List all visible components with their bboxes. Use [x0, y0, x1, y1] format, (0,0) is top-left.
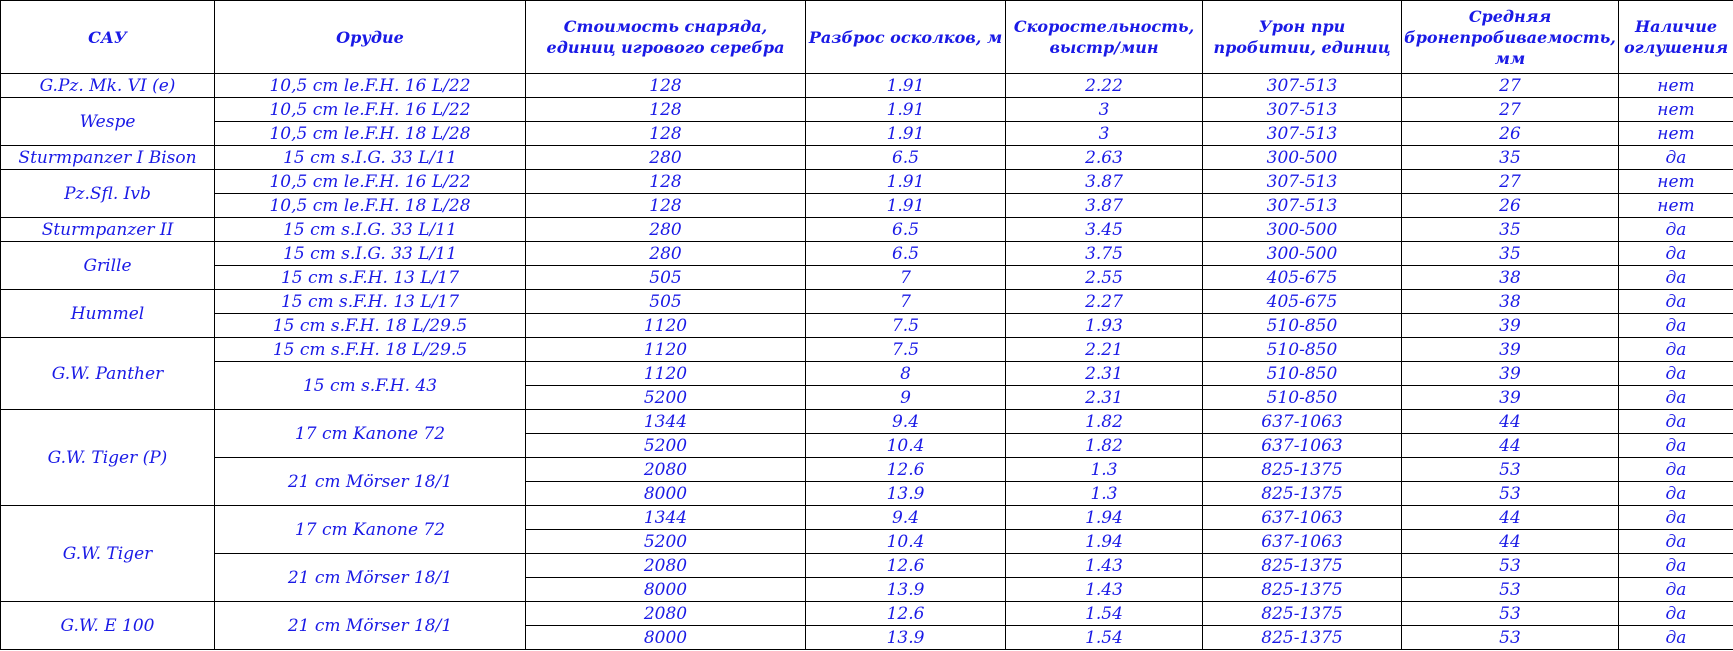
gun-name-cell: 15 cm s.I.G. 33 L/11 [215, 218, 526, 242]
stun-cell: да [1619, 578, 1733, 602]
table-header [1, 1, 1733, 74]
rate-of-fire-cell: 2.55 [1006, 266, 1203, 290]
penetration-cell: 38 [1402, 266, 1619, 290]
gun-name-cell: 15 cm s.F.H. 43 [215, 362, 526, 410]
gun-name-cell: 21 cm Mörser 18/1 [215, 554, 526, 602]
shell-cost-cell: 2080 [526, 458, 806, 482]
stun-cell: да [1619, 434, 1733, 458]
gun-name-cell: 15 cm s.F.H. 18 L/29.5 [215, 314, 526, 338]
stun-cell: да [1619, 338, 1733, 362]
header-splash-radius: Разброс осколков, м [806, 1, 1006, 74]
damage-cell: 307-513 [1203, 122, 1402, 146]
damage-cell: 637-1063 [1203, 506, 1402, 530]
stun-cell: да [1619, 290, 1733, 314]
damage-cell: 307-513 [1203, 170, 1402, 194]
shell-cost-cell: 1120 [526, 338, 806, 362]
penetration-cell: 53 [1402, 602, 1619, 626]
splash-radius-cell: 6.5 [806, 242, 1006, 266]
table-row [1, 242, 1733, 266]
table-row [1, 410, 1733, 434]
splash-radius-cell: 13.9 [806, 578, 1006, 602]
splash-radius-cell: 6.5 [806, 218, 1006, 242]
stun-cell: да [1619, 506, 1733, 530]
damage-cell: 300-500 [1203, 218, 1402, 242]
damage-cell: 300-500 [1203, 146, 1402, 170]
shell-cost-cell: 128 [526, 122, 806, 146]
splash-radius-cell: 1.91 [806, 74, 1006, 98]
table-row [1, 458, 1733, 482]
splash-radius-cell: 10.4 [806, 434, 1006, 458]
stun-cell: да [1619, 362, 1733, 386]
damage-cell: 510-850 [1203, 314, 1402, 338]
shell-cost-cell: 128 [526, 74, 806, 98]
penetration-cell: 35 [1402, 146, 1619, 170]
header-shell-cost: Стоимость снаряда, единиц игрового серебра [526, 1, 806, 74]
table-row [1, 194, 1733, 218]
stun-cell: да [1619, 482, 1733, 506]
stun-cell: да [1619, 266, 1733, 290]
gun-name-cell: 17 cm Kanone 72 [215, 506, 526, 554]
splash-radius-cell: 7.5 [806, 314, 1006, 338]
penetration-cell: 26 [1402, 122, 1619, 146]
shell-cost-cell: 8000 [526, 626, 806, 650]
header-damage: Урон при пробитии, единиц [1203, 1, 1402, 74]
penetration-cell: 27 [1402, 74, 1619, 98]
stun-cell: нет [1619, 194, 1733, 218]
stun-cell: нет [1619, 98, 1733, 122]
shell-cost-cell: 280 [526, 218, 806, 242]
rate-of-fire-cell: 2.21 [1006, 338, 1203, 362]
shell-cost-cell: 280 [526, 146, 806, 170]
stun-cell: да [1619, 626, 1733, 650]
rate-of-fire-cell: 1.54 [1006, 626, 1203, 650]
rate-of-fire-cell: 1.82 [1006, 410, 1203, 434]
table-row [1, 122, 1733, 146]
stun-cell: да [1619, 410, 1733, 434]
vehicle-name-cell: Sturmpanzer II [1, 218, 215, 242]
rate-of-fire-cell: 3.87 [1006, 194, 1203, 218]
rate-of-fire-cell: 3.87 [1006, 170, 1203, 194]
stun-cell: да [1619, 386, 1733, 410]
vehicle-name-cell: Sturmpanzer I Bison [1, 146, 215, 170]
vehicle-name-cell: Hummel [1, 290, 215, 338]
gun-name-cell: 17 cm Kanone 72 [215, 410, 526, 458]
splash-radius-cell: 9 [806, 386, 1006, 410]
damage-cell: 307-513 [1203, 98, 1402, 122]
gun-name-cell: 21 cm Mörser 18/1 [215, 602, 526, 650]
rate-of-fire-cell: 3.75 [1006, 242, 1203, 266]
stun-cell: да [1619, 218, 1733, 242]
header-row [1, 1, 1733, 74]
shell-cost-cell: 5200 [526, 530, 806, 554]
penetration-cell: 38 [1402, 290, 1619, 314]
rate-of-fire-cell: 1.82 [1006, 434, 1203, 458]
penetration-cell: 39 [1402, 386, 1619, 410]
penetration-cell: 27 [1402, 170, 1619, 194]
table-row [1, 314, 1733, 338]
damage-cell: 307-513 [1203, 194, 1402, 218]
vehicle-name-cell: Wespe [1, 98, 215, 146]
header-spg: САУ [1, 1, 215, 74]
header-gun: Орудие [215, 1, 526, 74]
shell-cost-cell: 2080 [526, 602, 806, 626]
rate-of-fire-cell: 1.94 [1006, 506, 1203, 530]
stun-cell: нет [1619, 170, 1733, 194]
penetration-cell: 35 [1402, 218, 1619, 242]
header-stun: Наличие оглушения [1619, 1, 1733, 74]
stun-cell: нет [1619, 74, 1733, 98]
gun-name-cell: 15 cm s.F.H. 13 L/17 [215, 266, 526, 290]
splash-radius-cell: 1.91 [806, 122, 1006, 146]
shell-cost-cell: 1344 [526, 506, 806, 530]
table-row [1, 554, 1733, 578]
penetration-cell: 26 [1402, 194, 1619, 218]
vehicle-name-cell: Pz.Sfl. Ivb [1, 170, 215, 218]
damage-cell: 307-513 [1203, 74, 1402, 98]
stun-cell: да [1619, 458, 1733, 482]
penetration-cell: 39 [1402, 362, 1619, 386]
shell-cost-cell: 128 [526, 194, 806, 218]
table-row [1, 146, 1733, 170]
shell-cost-cell: 280 [526, 242, 806, 266]
table-row [1, 602, 1733, 626]
rate-of-fire-cell: 1.94 [1006, 530, 1203, 554]
shell-cost-cell: 8000 [526, 482, 806, 506]
damage-cell: 825-1375 [1203, 602, 1402, 626]
shell-cost-cell: 5200 [526, 434, 806, 458]
damage-cell: 825-1375 [1203, 458, 1402, 482]
table-row [1, 362, 1733, 386]
penetration-cell: 39 [1402, 338, 1619, 362]
shell-cost-cell: 505 [526, 266, 806, 290]
shell-cost-cell: 1120 [526, 314, 806, 338]
damage-cell: 510-850 [1203, 338, 1402, 362]
penetration-cell: 44 [1402, 434, 1619, 458]
splash-radius-cell: 7.5 [806, 338, 1006, 362]
rate-of-fire-cell: 1.43 [1006, 554, 1203, 578]
splash-radius-cell: 1.91 [806, 194, 1006, 218]
gun-name-cell: 15 cm s.I.G. 33 L/11 [215, 242, 526, 266]
penetration-cell: 53 [1402, 554, 1619, 578]
shell-cost-cell: 8000 [526, 578, 806, 602]
gun-name-cell: 21 cm Mörser 18/1 [215, 458, 526, 506]
table-row [1, 266, 1733, 290]
damage-cell: 637-1063 [1203, 410, 1402, 434]
header-rate-of-fire: Скоростельность, выстр/мин [1006, 1, 1203, 74]
damage-cell: 405-675 [1203, 290, 1402, 314]
vehicle-name-cell: G.W. E 100 [1, 602, 215, 650]
rate-of-fire-cell: 3.45 [1006, 218, 1203, 242]
splash-radius-cell: 13.9 [806, 482, 1006, 506]
stun-cell: да [1619, 530, 1733, 554]
shell-cost-cell: 5200 [526, 386, 806, 410]
splash-radius-cell: 12.6 [806, 554, 1006, 578]
vehicle-name-cell: G.W. Panther [1, 338, 215, 410]
damage-cell: 637-1063 [1203, 434, 1402, 458]
damage-cell: 510-850 [1203, 386, 1402, 410]
damage-cell: 825-1375 [1203, 482, 1402, 506]
splash-radius-cell: 7 [806, 290, 1006, 314]
gun-name-cell: 10,5 cm le.F.H. 16 L/22 [215, 74, 526, 98]
splash-radius-cell: 12.6 [806, 602, 1006, 626]
gun-name-cell: 15 cm s.I.G. 33 L/11 [215, 146, 526, 170]
rate-of-fire-cell: 2.31 [1006, 386, 1203, 410]
stun-cell: да [1619, 314, 1733, 338]
penetration-cell: 44 [1402, 410, 1619, 434]
splash-radius-cell: 1.91 [806, 170, 1006, 194]
rate-of-fire-cell: 3 [1006, 98, 1203, 122]
vehicle-name-cell: G.W. Tiger (P) [1, 410, 215, 506]
splash-radius-cell: 6.5 [806, 146, 1006, 170]
splash-radius-cell: 12.6 [806, 458, 1006, 482]
table-row [1, 338, 1733, 362]
splash-radius-cell: 13.9 [806, 626, 1006, 650]
shell-cost-cell: 128 [526, 170, 806, 194]
penetration-cell: 39 [1402, 314, 1619, 338]
damage-cell: 825-1375 [1203, 578, 1402, 602]
damage-cell: 510-850 [1203, 362, 1402, 386]
table-row [1, 98, 1733, 122]
vehicle-name-cell: G.Pz. Mk. VI (e) [1, 74, 215, 98]
shell-cost-cell: 2080 [526, 554, 806, 578]
rate-of-fire-cell: 1.3 [1006, 458, 1203, 482]
stun-cell: да [1619, 602, 1733, 626]
rate-of-fire-cell: 2.27 [1006, 290, 1203, 314]
vehicle-name-cell: Grille [1, 242, 215, 290]
damage-cell: 825-1375 [1203, 626, 1402, 650]
penetration-cell: 53 [1402, 458, 1619, 482]
table-row [1, 170, 1733, 194]
stun-cell: да [1619, 146, 1733, 170]
splash-radius-cell: 10.4 [806, 530, 1006, 554]
stun-cell: нет [1619, 122, 1733, 146]
damage-cell: 637-1063 [1203, 530, 1402, 554]
rate-of-fire-cell: 3 [1006, 122, 1203, 146]
table-row [1, 290, 1733, 314]
rate-of-fire-cell: 1.54 [1006, 602, 1203, 626]
penetration-cell: 35 [1402, 242, 1619, 266]
table-row [1, 218, 1733, 242]
damage-cell: 405-675 [1203, 266, 1402, 290]
penetration-cell: 44 [1402, 530, 1619, 554]
splash-radius-cell: 9.4 [806, 506, 1006, 530]
splash-radius-cell: 7 [806, 266, 1006, 290]
rate-of-fire-cell: 1.3 [1006, 482, 1203, 506]
rate-of-fire-cell: 2.22 [1006, 74, 1203, 98]
penetration-cell: 53 [1402, 482, 1619, 506]
splash-radius-cell: 1.91 [806, 98, 1006, 122]
vehicle-name-cell: G.W. Tiger [1, 506, 215, 602]
penetration-cell: 53 [1402, 626, 1619, 650]
stun-cell: да [1619, 242, 1733, 266]
gun-name-cell: 10,5 cm le.F.H. 18 L/28 [215, 194, 526, 218]
damage-cell: 300-500 [1203, 242, 1402, 266]
table-row [1, 506, 1733, 530]
table-row [1, 74, 1733, 98]
splash-radius-cell: 8 [806, 362, 1006, 386]
rate-of-fire-cell: 1.43 [1006, 578, 1203, 602]
rate-of-fire-cell: 2.31 [1006, 362, 1203, 386]
table-body [1, 74, 1733, 650]
gun-name-cell: 10,5 cm le.F.H. 16 L/22 [215, 170, 526, 194]
header-penetration: Средняя бронепробиваемость, мм [1402, 1, 1619, 74]
shell-cost-cell: 1120 [526, 362, 806, 386]
gun-name-cell: 15 cm s.F.H. 13 L/17 [215, 290, 526, 314]
gun-name-cell: 10,5 cm le.F.H. 18 L/28 [215, 122, 526, 146]
splash-radius-cell: 9.4 [806, 410, 1006, 434]
stun-cell: да [1619, 554, 1733, 578]
shell-cost-cell: 128 [526, 98, 806, 122]
gun-name-cell: 10,5 cm le.F.H. 16 L/22 [215, 98, 526, 122]
damage-cell: 825-1375 [1203, 554, 1402, 578]
rate-of-fire-cell: 2.63 [1006, 146, 1203, 170]
penetration-cell: 53 [1402, 578, 1619, 602]
penetration-cell: 27 [1402, 98, 1619, 122]
gun-name-cell: 15 cm s.F.H. 18 L/29.5 [215, 338, 526, 362]
shell-cost-cell: 505 [526, 290, 806, 314]
shell-cost-cell: 1344 [526, 410, 806, 434]
penetration-cell: 44 [1402, 506, 1619, 530]
rate-of-fire-cell: 1.93 [1006, 314, 1203, 338]
